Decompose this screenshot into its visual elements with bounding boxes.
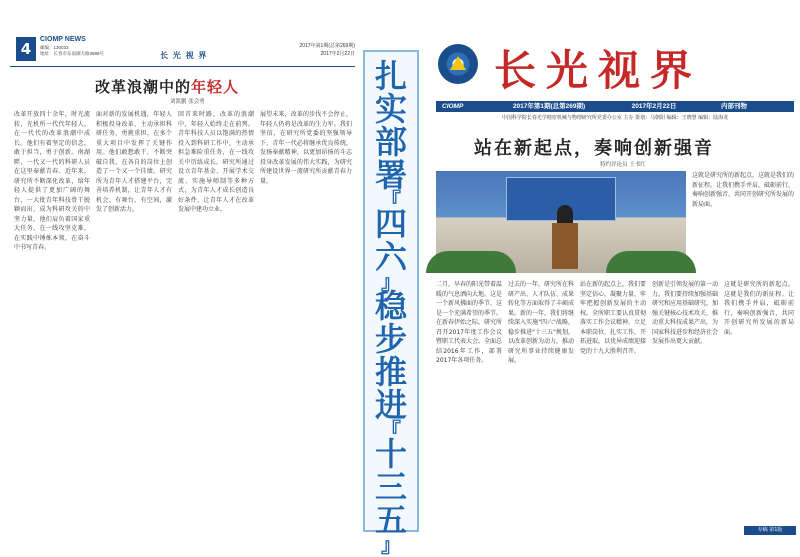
- front-column-4: 创新是引领发展的第一动力。我们要持续加强基础研究和应用基础研究，加强关键核心技术攻关，推动重大科技成果产出，为国家科技进步和经济社会发展作出更大贡献。: [652, 281, 719, 345]
- front-column-3: 站在新的起点上，我们要坚定信心，凝聚力量，牢牢把握创新发展的主动权。全所职工要认真贯彻落实工作会议精神，立足本职岗位，扎实工作，开拓进取，以优异成绩迎接党的十九大胜利召开。: [580, 281, 647, 355]
- page-number: 4: [16, 37, 36, 61]
- article-column-1: 改革开放四十余年，时光流转，光机所一代代年轻人，在一代代的改革浪潮中成长。他们有着坚定的信念，敢于担当，勇于创新。南湖畔，一代又一代的科研人员在这里奉献青春。近年来，研究所不断深化改革，给年轻人提供了更加广阔的舞台，一大批青年科技骨干脱颖而出，成为科研攻关的中坚力量。他们肩负着国家重大任务，在一线攻坚克难，在实践中锤炼本领，在奋斗中书写青春。: [14, 111, 90, 251]
- banner-char: 进: [374, 386, 407, 424]
- banner-bracket: 』: [381, 270, 401, 294]
- banner-char: 推: [374, 353, 407, 391]
- banner-bracket: 』: [381, 533, 401, 557]
- banner-char: 稳: [374, 287, 407, 325]
- banner-char: 扎: [374, 57, 407, 95]
- left-page: [0, 0, 360, 540]
- article-byline: 刘凯鹏 张会勇: [170, 99, 205, 105]
- right-page: [424, 0, 800, 540]
- conference-photo: [436, 171, 686, 273]
- banner-char: 四: [374, 205, 407, 243]
- banner-bracket: 『: [381, 418, 401, 442]
- bar-issue: 2017年第1期(总第269期): [512, 103, 586, 110]
- header-rule: [10, 66, 355, 67]
- masthead: 长光视界: [494, 46, 703, 95]
- banner-char: 六: [374, 238, 407, 276]
- photo-plants-right: [606, 251, 696, 273]
- left-page-issue: [255, 42, 355, 58]
- ciomp-tag: CIOMP NEWS: [40, 36, 86, 43]
- bar-internal: 内部刊物: [721, 103, 747, 110]
- front-headline: 站在新起点，奏响创新强音: [474, 138, 714, 159]
- issue-date: 2017年2月22日: [320, 51, 355, 57]
- banner-char: 实: [374, 90, 407, 128]
- front-column-5: 这就是研究所的新起点，这就是我们的新征程。让我们携手并肩，砥砺前行，奏响创新强音，共同开创研究所发展的新局面。: [724, 281, 794, 336]
- vertical-banner: [363, 50, 419, 557]
- logo-triangle-icon: [450, 56, 466, 70]
- issue-number: 2017年第1期(总第269期): [299, 43, 355, 49]
- banner-bracket: 『: [381, 188, 401, 212]
- photo-plants-left: [426, 251, 516, 273]
- banner-char: 署: [374, 156, 407, 194]
- article-title-prefix: 改革浪潮中的: [95, 78, 192, 96]
- section-name: 长 光 视 界: [160, 51, 208, 60]
- left-page-header: [10, 36, 355, 66]
- publisher-line: 中国科学院长春光学精密机械与物理研究所党委办公室 主办 策划：马朝阳 编辑：王晓慧 编辑：陆海龙: [501, 115, 729, 121]
- meta-postcode: 邮编：130033: [40, 45, 69, 50]
- banner-char: 五: [374, 501, 407, 539]
- page-footer-tag: 专稿 第1版: [744, 526, 796, 535]
- article-title: [95, 76, 239, 97]
- meta-address: 地址：长春市东南湖大路3888号: [40, 51, 105, 56]
- photo-podium: [552, 223, 578, 269]
- banner-char: 十: [374, 435, 407, 473]
- front-column-sidebar: 这就是研究所的新起点，这就是我们的新征程。让我们携手并肩，砥砺前行，奏响创新强音，共同开创研究所发展的新局面。: [692, 172, 795, 208]
- front-column-1: 二月，早春的阳光带着温暖的气息洒向大地。这是一个新风拂面的季节，这是一个充满希望的季节。在新春伊始之际，研究所召开2017年度工作会议暨职工代表大会，全面总结2016年工作，部署2017年各项任务。: [436, 281, 503, 364]
- bar-date: 2017年2月22日: [631, 103, 677, 110]
- front-byline: 特约评论员 王书红: [600, 162, 646, 168]
- article-title-highlight: 年轻人: [191, 78, 240, 96]
- left-page-meta: [40, 45, 104, 57]
- front-column-2: 过去的一年，研究所在科研产出、人才队伍、成果转化等方面取得了丰硕成果。新的一年，我们将继续深入实施"四六"战略，稳步推进"十三五"规划，以改革创新为动力，推动研究所事业持续健康发展。: [508, 281, 575, 364]
- bar-ciomp: CIOMP NEWS: [442, 103, 464, 121]
- banner-char: 步: [374, 320, 407, 358]
- article-column-4: 展望未来，改革的步伐不会停止，年轻人仍将是改革的生力军。我们坚信，在研究所党委的坚强领导下，青年一代必将继承优良传统，发扬奉献精神，以更加昂扬的斗志投身改革发展的伟大实践，为研究所建设世界一流研究所贡献青春力量。: [260, 111, 352, 185]
- article-column-3: 回首来时路，改革的浪潮中，年轻人始终走在前列。青年科技人员以饱满的热情投入到科研工作中，主动承担急难险重任务，在一线攻关中历练成长。研究所通过设立青年基金、开展学术交流、实施导师制等多种方式，为青年人才成长创造良好条件，让青年人才在改革发展中建功立业。: [178, 111, 254, 213]
- banner-char: 三: [374, 468, 407, 506]
- banner-char: 部: [374, 123, 407, 161]
- article-column-2: 面对新的发展机遇，年轻人积极投身改革，主动承担科研任务，勇挑重担，在多个重大项目中发挥了关键作用。他们敢想敢干，不断突破自我，在各自的岗位上创造了一个又一个佳绩。研究所为青年人才搭建平台，完善培养机制，让青年人才有机会、有舞台、有空间，激发了创新活力。: [96, 111, 172, 213]
